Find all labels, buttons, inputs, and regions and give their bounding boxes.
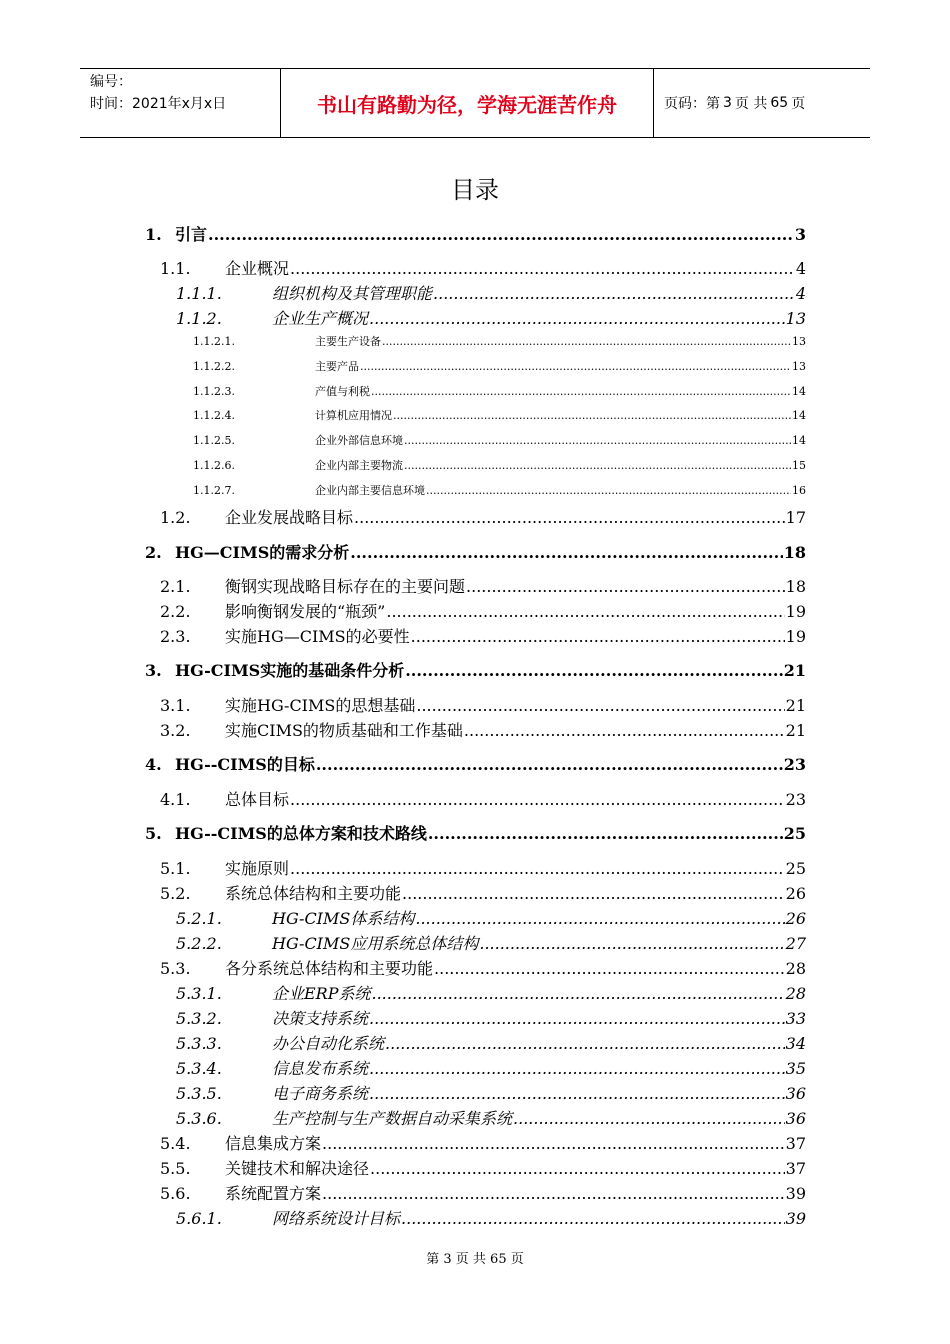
- toc-page: 26: [785, 909, 806, 928]
- toc-number: 3.1.: [160, 696, 191, 715]
- toc-page: 21: [785, 721, 806, 740]
- toc-leader: [411, 627, 785, 646]
- toc-page: 39: [785, 1184, 806, 1203]
- toc-entry[interactable]: [145, 821, 806, 844]
- toc-page: 4: [795, 259, 806, 278]
- toc-text: 实施CIMS的物质基础和工作基础: [225, 721, 463, 740]
- toc-leader: [290, 790, 785, 809]
- toc-entry[interactable]: [176, 931, 806, 954]
- toc-page: 13: [792, 360, 806, 373]
- toc-leader: [290, 859, 785, 878]
- header-motto: 书山有路勤为径，学海无涯苦作舟: [280, 69, 654, 137]
- toc-number: 1.1.1.: [176, 284, 222, 303]
- toc-number: 3.: [145, 661, 162, 680]
- toc-text: 信息发布系统: [272, 1059, 369, 1078]
- toc-entry[interactable]: [176, 906, 806, 929]
- toc-leader: [354, 508, 785, 527]
- toc-entry[interactable]: [145, 222, 806, 245]
- toc-number: 1.1.2.: [176, 309, 222, 328]
- toc-number: 1.1.2.2.: [193, 360, 235, 373]
- toc-page: 35: [785, 1059, 806, 1078]
- doc-number-label: 编号：: [90, 74, 132, 90]
- toc-text: 网络系统设计目标: [272, 1209, 401, 1228]
- toc-title: 目录: [451, 176, 499, 204]
- toc-number: 1.1.2.5.: [193, 434, 235, 447]
- page-number: 3: [723, 95, 732, 111]
- toc-page: 28: [785, 959, 806, 978]
- toc-text: 电子商务系统: [272, 1084, 369, 1103]
- toc-entry[interactable]: [193, 432, 806, 448]
- toc-entry[interactable]: [176, 281, 806, 304]
- toc-entry[interactable]: [176, 981, 806, 1004]
- toc-leader: [322, 1184, 785, 1203]
- toc-leader: [208, 225, 794, 244]
- toc-leader: [322, 1134, 785, 1153]
- toc-leader: [415, 909, 784, 928]
- toc-entry[interactable]: [160, 956, 806, 979]
- toc-leader: [369, 1009, 785, 1028]
- toc-text: 企业内部主要物流: [315, 459, 403, 472]
- toc-leader: [401, 1209, 785, 1228]
- toc-entry[interactable]: [193, 358, 806, 374]
- toc-page: 19: [785, 627, 806, 646]
- toc-text: 办公自动化系统: [272, 1034, 385, 1053]
- toc-number: 4.1.: [160, 790, 191, 809]
- toc-text: 实施原则: [225, 859, 290, 878]
- toc-leader: [464, 721, 785, 740]
- toc-page: 14: [792, 409, 806, 422]
- toc-number: 5.2.1.: [176, 909, 222, 928]
- toc-text: HG-CIMS体系结构: [272, 909, 415, 928]
- toc-text: 信息集成方案: [225, 1134, 322, 1153]
- toc-page: 33: [785, 1009, 806, 1028]
- toc-leader: [393, 409, 791, 422]
- toc-number: 5.6.: [160, 1184, 191, 1203]
- toc-leader: [385, 1034, 785, 1053]
- toc-number: 5.5.: [160, 1159, 191, 1178]
- toc-text: 总体目标: [225, 790, 290, 809]
- toc-entry[interactable]: [160, 1181, 806, 1204]
- page-total: 65: [770, 95, 789, 111]
- doc-date-label: 时间：2021年x月x日: [90, 96, 227, 112]
- page-header: [80, 68, 870, 138]
- toc-page: 39: [785, 1209, 806, 1228]
- toc-entry[interactable]: [193, 482, 806, 498]
- toc-page: 23: [785, 790, 806, 809]
- toc-number: 5.2.: [160, 884, 191, 903]
- toc-text: HG—CIMS的需求分析: [175, 543, 350, 562]
- toc-page: 25: [785, 859, 806, 878]
- header-page-info: [654, 69, 870, 137]
- toc-entry[interactable]: [176, 1206, 806, 1229]
- toc-entry[interactable]: [160, 624, 806, 647]
- toc-number: 2.1.: [160, 577, 191, 596]
- toc-number: 1.1.2.6.: [193, 459, 235, 472]
- toc-leader: [370, 1159, 785, 1178]
- toc-text: 影响衡钢发展的“瓶颈”: [225, 602, 386, 621]
- toc-page: 37: [785, 1159, 806, 1178]
- toc-entry[interactable]: [193, 457, 806, 473]
- toc-page: 36: [785, 1109, 806, 1128]
- toc-leader: [350, 543, 782, 562]
- toc-entry[interactable]: [193, 407, 806, 423]
- toc-entry[interactable]: [160, 1156, 806, 1179]
- toc-entry[interactable]: [176, 1106, 806, 1129]
- toc-entry[interactable]: [193, 333, 806, 349]
- toc-entry[interactable]: [160, 1131, 806, 1154]
- toc-page: 27: [785, 934, 806, 953]
- toc-entry[interactable]: [160, 256, 806, 279]
- toc-number: 2.3.: [160, 627, 191, 646]
- toc-number: 5.3.: [160, 959, 191, 978]
- toc-leader: [371, 385, 791, 398]
- toc-entry[interactable]: [160, 856, 806, 879]
- toc-entry[interactable]: [160, 881, 806, 904]
- toc-number: 1.1.2.4.: [193, 409, 235, 422]
- toc-page: 26: [785, 884, 806, 903]
- toc-page: 4: [795, 284, 806, 303]
- toc-page: 3: [794, 225, 806, 244]
- toc-page: 36: [785, 1084, 806, 1103]
- toc-number: 5.3.6.: [176, 1109, 222, 1128]
- toc-number: 1.1.2.7.: [193, 484, 235, 497]
- toc-leader: [426, 484, 791, 497]
- toc-text: 计算机应用情况: [315, 409, 392, 422]
- toc-page: 14: [792, 434, 806, 447]
- toc-leader: [479, 934, 784, 953]
- toc-text: 实施HG-CIMS的思想基础: [225, 696, 416, 715]
- toc-entry[interactable]: [176, 306, 806, 329]
- toc-entry[interactable]: [160, 718, 806, 741]
- toc-page: 13: [785, 309, 806, 328]
- toc-entry[interactable]: [160, 505, 806, 528]
- toc-number: 4.: [145, 755, 162, 774]
- toc-page: 37: [785, 1134, 806, 1153]
- toc-number: 5.4.: [160, 1134, 191, 1153]
- page-footer: 第 3 页 共 65 页: [426, 1252, 524, 1267]
- toc-page: 25: [783, 824, 806, 843]
- toc-leader: [513, 1109, 785, 1128]
- toc-leader: [386, 602, 784, 621]
- toc-leader: [369, 1059, 785, 1078]
- toc-text: 企业内部主要信息环境: [315, 484, 425, 497]
- toc-number: 5.: [145, 824, 162, 843]
- toc-leader: [434, 959, 785, 978]
- header-meta: [80, 69, 280, 137]
- toc-page: 21: [785, 696, 806, 715]
- toc-number: 5.3.1.: [176, 984, 222, 1003]
- toc-text: HG--CIMS的总体方案和技术路线: [175, 824, 427, 843]
- toc-number: 5.3.2.: [176, 1009, 222, 1028]
- toc-text: 决策支持系统: [272, 1009, 369, 1028]
- toc-text: 主要产品: [315, 360, 359, 373]
- toc-entry[interactable]: [160, 693, 806, 716]
- page-suffix: 页: [791, 96, 806, 112]
- toc-text: 企业发展战略目标: [225, 508, 354, 527]
- toc-text: 企业ERP系统: [272, 984, 371, 1003]
- toc-text: 系统配置方案: [225, 1184, 322, 1203]
- toc-entry[interactable]: [176, 1006, 806, 1029]
- page-mid: 页 共: [734, 96, 768, 112]
- toc-number: 2.2.: [160, 602, 191, 621]
- toc-leader: [360, 360, 791, 373]
- toc-entry[interactable]: [160, 787, 806, 810]
- toc-page: 18: [783, 543, 806, 562]
- toc-leader: [428, 824, 783, 843]
- toc-text: 实施HG—CIMS的必要性: [225, 627, 410, 646]
- toc-page: 13: [792, 335, 806, 348]
- toc-text: 企业外部信息环境: [315, 434, 403, 447]
- toc-entry[interactable]: [145, 752, 806, 775]
- toc-text: 企业概况: [225, 259, 290, 278]
- toc-leader: [466, 577, 785, 596]
- toc-page: 14: [792, 385, 806, 398]
- toc-text: HG-CIMS实施的基础条件分析: [175, 661, 405, 680]
- toc-leader: [405, 661, 783, 680]
- toc-number: 2.: [145, 543, 162, 562]
- toc-text: HG--CIMS的目标: [175, 755, 315, 774]
- toc-entry[interactable]: [176, 1081, 806, 1104]
- toc-text: 引言: [175, 225, 208, 244]
- toc-page: 19: [785, 602, 806, 621]
- toc-leader: [433, 284, 795, 303]
- toc-number: 5.3.5.: [176, 1084, 222, 1103]
- toc-entry[interactable]: [145, 540, 806, 563]
- toc-text: 产值与利税: [315, 385, 370, 398]
- toc-page: 34: [785, 1034, 806, 1053]
- toc-text: 企业生产概况: [272, 309, 369, 328]
- toc-leader: [416, 696, 784, 715]
- toc-number: 1.1.: [160, 259, 191, 278]
- toc-leader: [382, 335, 791, 348]
- toc-number: 3.2.: [160, 721, 191, 740]
- toc-page: 28: [785, 984, 806, 1003]
- toc-page: 15: [792, 459, 806, 472]
- toc-page: 21: [783, 661, 806, 680]
- toc-page: 23: [783, 755, 806, 774]
- toc-leader: [402, 884, 785, 903]
- toc-number: 1.1.2.1.: [193, 335, 235, 348]
- toc-page: 18: [785, 577, 806, 596]
- toc-number: 5.1.: [160, 859, 191, 878]
- toc-number: 1.: [145, 225, 162, 244]
- toc-leader: [290, 259, 795, 278]
- toc-number: 5.3.4.: [176, 1059, 222, 1078]
- toc-entry[interactable]: [193, 383, 806, 399]
- toc-leader: [372, 984, 785, 1003]
- toc-text: HG-CIMS应用系统总体结构: [272, 934, 479, 953]
- toc-leader: [316, 755, 783, 774]
- toc-entry[interactable]: [160, 574, 806, 597]
- toc-text: 关键技术和解决途径: [225, 1159, 370, 1178]
- toc-text: 系统总体结构和主要功能: [225, 884, 402, 903]
- toc-number: 1.1.2.3.: [193, 385, 235, 398]
- toc-leader: [369, 309, 785, 328]
- toc-text: 衡钢实现战略目标存在的主要问题: [225, 577, 466, 596]
- page-prefix: 页码：第: [664, 96, 720, 112]
- toc-leader: [404, 434, 791, 447]
- toc-text: 各分系统总体结构和主要功能: [225, 959, 434, 978]
- toc-number: 1.2.: [160, 508, 191, 527]
- toc-entry[interactable]: [176, 1056, 806, 1079]
- toc-number: 5.3.3.: [176, 1034, 222, 1053]
- toc-entry[interactable]: [145, 658, 806, 681]
- toc-page: 16: [792, 484, 806, 497]
- toc-text: 生产控制与生产数据自动采集系统: [272, 1109, 513, 1128]
- toc-entry[interactable]: [176, 1031, 806, 1054]
- toc-page: 17: [785, 508, 806, 527]
- toc-text: 主要生产设备: [315, 335, 381, 348]
- toc-entry[interactable]: [160, 599, 806, 622]
- toc-text: 组织机构及其管理职能: [272, 284, 433, 303]
- toc-number: 5.2.2.: [176, 934, 222, 953]
- toc-leader: [369, 1084, 785, 1103]
- toc-number: 5.6.1.: [176, 1209, 222, 1228]
- toc-leader: [404, 459, 791, 472]
